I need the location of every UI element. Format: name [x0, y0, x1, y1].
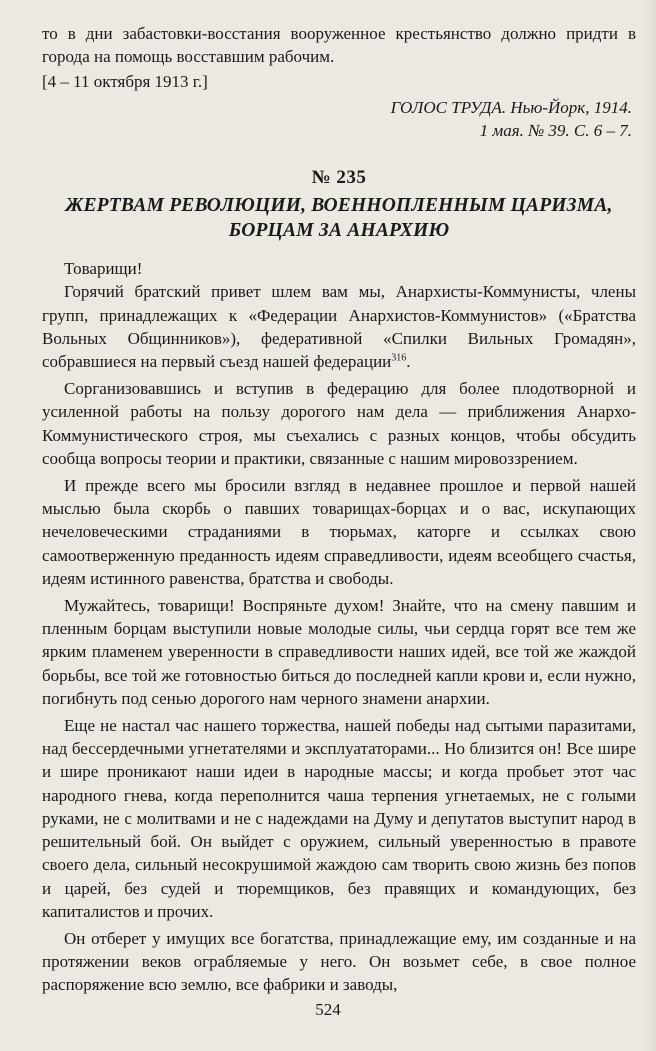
page-content: [42, 22, 636, 997]
paragraph-2: Сорганизовавшись и вступив в федерацию для более плодотворной и усиленной работы на пользу дорогого нам дела — приближения Анархо-Коммунистического строя, мы съехались с разных концов, чтобы обсудить сообща вопросы теории и практики, связанные с нашим мировоззрением.: [42, 379, 636, 468]
page-edge-shadow: [644, 0, 656, 1051]
document-title: ЖЕРТВАМ РЕВОЛЮЦИИ, ВОЕННОПЛЕННЫМ ЦАРИЗМА, БОРЦАМ ЗА АНАРХИЮ: [65, 195, 613, 242]
source-line-2: 1 мая. № 39. С. 6 – 7.: [479, 120, 632, 140]
paragraph-3: И прежде всего мы бросили взгляд в недавнее прошлое и первой нашей мыслью была скорбь о павших товарищах-борцах и о вас, искупающих нечеловеческими страданиями в тюрьмах, каторге и ссылках свою самоотверженную преданность идеям справедливости, идеям всеобщего счастья, идеям истинного равенства, братства и свободы.: [42, 476, 636, 588]
continued-paragraph: то в дни забастовки-восстания вооруженное крестьянство должно придти в города на помощь восставшим рабочим.: [42, 24, 636, 67]
paragraph-4: Мужайтесь, товарищи! Воспряньте духом! Знайте, что на смену павшим и пленным борцам выступили новые молодые силы, чьи сердца горят все тем же ярким пламенем уверенности в справедливости наших идей, все той же жаждой борьбы, все той же готовностью биться до последней капли крови и, если нужно, погибнуть под сенью дорогого нам черного знамени анархии.: [42, 596, 636, 708]
footnote-reference: 316: [391, 352, 407, 364]
document-number: № 235: [311, 167, 367, 189]
source-line-1: ГОЛОС ТРУДА. Нью-Йорк, 1914.: [390, 97, 632, 117]
paragraph-1-end: .: [406, 352, 411, 372]
paragraph-5: Еще не настал час нашего торжества, нашей победы над сытыми паразитами, над бессердечными угнетателями и эксплуататорами... Но близится он! Все шире и шире проникают наши идеи в народные массы; и когда пробьет этот час народного гнева, когда переполнится чаша терпения угнетаемых, не с голыми руками, не с молитвами и не с надеждами на Думу и депутатов выступит народ в решительный бой. Он выйдет с оружием, сильный уверенностью в правоте своего дела, сильный несокрушимой жаждою сам творить свою жизнь без попов и царей, без судей и тюремщиков, без правящих и командующих, без капиталистов и прочих.: [42, 716, 636, 921]
paragraph-1-text: Горячий братский привет шлем вам мы, Анархисты-Коммунисты, члены групп, принадлежащих к «Федерации Анархистов-Коммунистов» («Братства Вольных Общинников»), федеративной «Спилки Вильных Громадян», собравшиеся на первый съезд нашей федерации: [42, 282, 636, 372]
page-number: 524: [315, 1000, 341, 1019]
paragraph-1: [42, 280, 636, 373]
paragraph-6: Он отберет у имущих все богатства, принадлежащие ему, им созданные и на протяжении веков ограбляемые у него. Он возьмет себе, в свое полное распоряжение всю землю, все фабрики и заводы,: [42, 928, 636, 995]
date-line: [4 – 11 октября 1913 г.]: [42, 72, 208, 92]
salutation: Товарищи!: [64, 259, 143, 279]
